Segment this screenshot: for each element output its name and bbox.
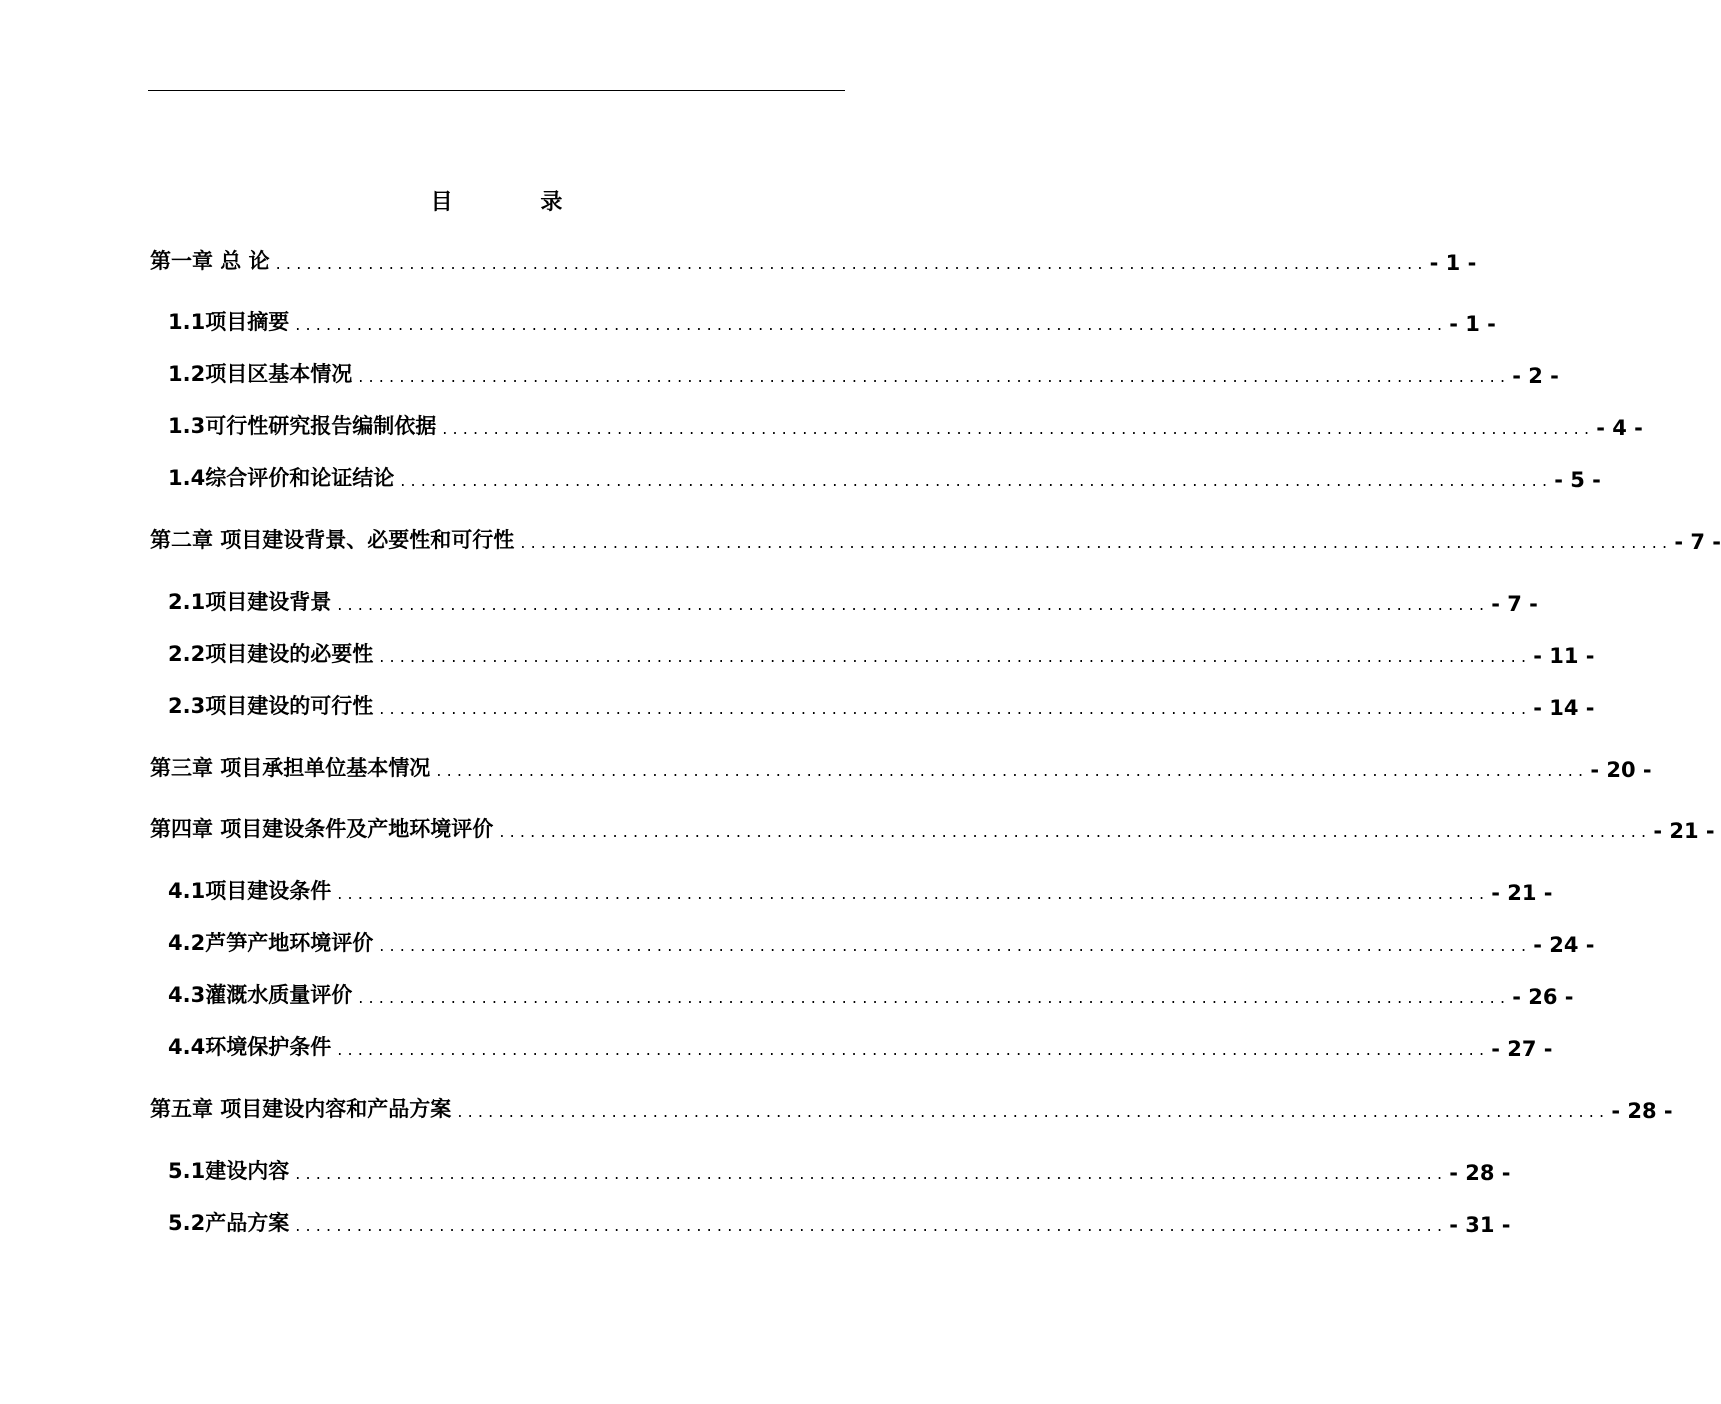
toc-page-number: - 21 - [1653, 819, 1715, 843]
toc-page-number: - 14 - [1533, 696, 1595, 720]
toc-title: 目 录 [430, 190, 603, 215]
toc-entry[interactable] [150, 813, 1715, 843]
toc-entry[interactable] [168, 410, 1643, 440]
toc-entry-label: 1.3可行性研究报告编制依据 [168, 414, 437, 438]
dot-leader: ................................................................................................................ [379, 699, 1532, 718]
dot-leader: ................................................................................................................ [295, 1164, 1448, 1183]
toc-page-number: - 7 - [1674, 530, 1721, 554]
toc-page-number: - 20 - [1590, 758, 1652, 782]
dot-leader: ................................................................................................................ [379, 647, 1532, 666]
dot-leader: ................................................................................................................ [337, 1040, 1490, 1059]
toc-entry-label: 2.2项目建设的必要性 [168, 642, 374, 666]
toc-entry[interactable] [168, 358, 1559, 388]
toc-entry[interactable] [168, 638, 1595, 668]
toc-page-number: - 2 - [1512, 364, 1559, 388]
header-rule [148, 90, 845, 91]
dot-leader: ................................................................................................................ [358, 988, 1511, 1007]
toc-entry-label: 1.1项目摘要 [168, 310, 290, 334]
toc-entry-label: 第三章 项目承担单位基本情况 [150, 756, 431, 780]
dot-leader: ................................................................................................................ [436, 761, 1589, 780]
toc-entry-label: 第四章 项目建设条件及产地环境评价 [150, 817, 494, 841]
dot-leader: ................................................................................................................ [400, 471, 1553, 490]
toc-entry-label: 2.1项目建设背景 [168, 590, 332, 614]
toc-page-number: - 24 - [1533, 933, 1595, 957]
toc-entry-label: 4.1项目建设条件 [168, 879, 332, 903]
toc-page-number: - 28 - [1449, 1161, 1511, 1185]
toc-entry-label: 第二章 项目建设背景、必要性和可行性 [150, 528, 515, 552]
dot-leader: ................................................................................................................ [337, 884, 1490, 903]
toc-entry-label: 2.3项目建设的可行性 [168, 694, 374, 718]
toc-entry[interactable] [168, 306, 1496, 336]
toc-page-number: - 27 - [1491, 1037, 1553, 1061]
toc-page-number: - 5 - [1554, 468, 1601, 492]
toc-entry-label: 4.4环境保护条件 [168, 1035, 332, 1059]
dot-leader: ................................................................................................................ [457, 1102, 1610, 1121]
dot-leader: ................................................................................................................ [379, 936, 1532, 955]
toc-entry[interactable] [168, 1031, 1553, 1061]
toc-entry-label: 第五章 项目建设内容和产品方案 [150, 1097, 452, 1121]
toc-entry[interactable] [150, 524, 1721, 554]
toc-entry[interactable] [150, 752, 1652, 782]
toc-entry[interactable] [168, 927, 1595, 957]
dot-leader: ................................................................................................................ [337, 595, 1490, 614]
toc-entry[interactable] [168, 979, 1574, 1009]
dot-leader: ................................................................................................................ [275, 254, 1428, 273]
dot-leader: ................................................................................................................ [295, 315, 1448, 334]
toc-entry-label: 4.3灌溉水质量评价 [168, 983, 353, 1007]
toc-entry[interactable] [168, 1207, 1511, 1237]
toc-page-number: - 7 - [1491, 592, 1538, 616]
toc-entry[interactable] [168, 875, 1553, 905]
dot-leader: ................................................................................................................ [295, 1216, 1448, 1235]
toc-page-number: - 21 - [1491, 881, 1553, 905]
toc-page-number: - 4 - [1596, 416, 1643, 440]
toc-entry-label: 5.1建设内容 [168, 1159, 290, 1183]
toc-entry-label: 1.4综合评价和论证结论 [168, 466, 395, 490]
toc-page-number: - 1 - [1429, 251, 1477, 275]
toc-page-number: - 11 - [1533, 644, 1595, 668]
toc-page-number: - 28 - [1611, 1099, 1673, 1123]
toc-entry[interactable] [168, 586, 1538, 616]
toc-page-number: - 31 - [1449, 1213, 1511, 1237]
toc-entry[interactable] [168, 1155, 1511, 1185]
dot-leader: ................................................................................................................ [499, 822, 1652, 841]
toc-entry[interactable] [150, 245, 1477, 275]
toc-page-number: - 26 - [1512, 985, 1574, 1009]
toc-entry[interactable] [150, 1093, 1673, 1123]
toc-entry-label: 4.2芦笋产地环境评价 [168, 931, 374, 955]
toc-entry[interactable] [168, 462, 1601, 492]
toc-entry-label: 第一章 总 论 [150, 249, 270, 273]
dot-leader: ................................................................................................................ [442, 419, 1595, 438]
toc-page-number: - 1 - [1449, 312, 1496, 336]
dot-leader: ................................................................................................................ [358, 367, 1511, 386]
toc-entry-label: 5.2产品方案 [168, 1211, 290, 1235]
toc-entry-label: 1.2项目区基本情况 [168, 362, 353, 386]
toc-entry[interactable] [168, 690, 1595, 720]
dot-leader: ................................................................................................................ [520, 533, 1673, 552]
